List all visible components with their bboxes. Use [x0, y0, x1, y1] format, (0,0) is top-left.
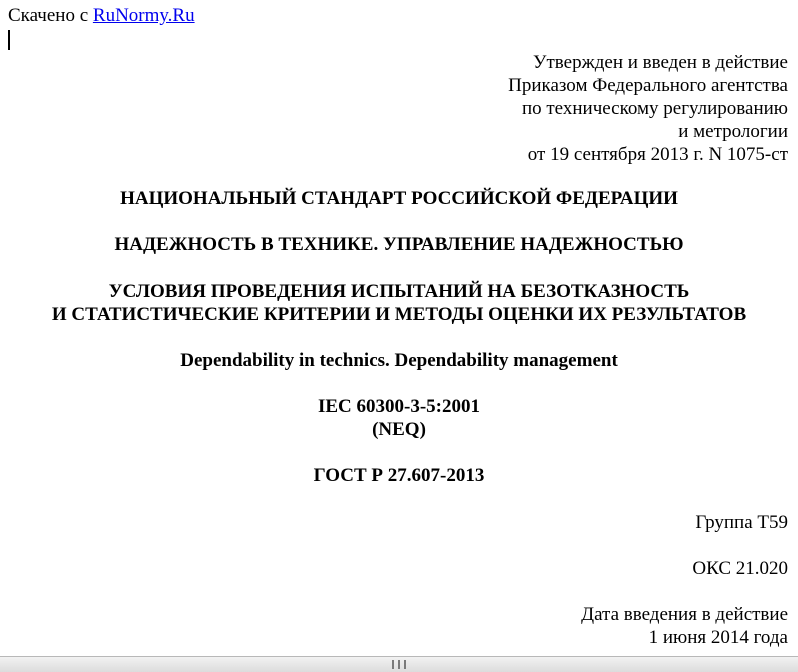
- approval-line: от 19 сентября 2013 г. N 1075-ст: [527, 144, 788, 165]
- english-title: Dependability in technics. Dependability management: [180, 350, 618, 371]
- horizontal-scrollbar[interactable]: [0, 656, 798, 672]
- main-title-line-2: И СТАТИСТИЧЕСКИЕ КРИТЕРИИ И МЕТОДЫ ОЦЕНКИ ИХ РЕЗУЛЬТАТОВ: [51, 304, 747, 325]
- approval-line: по техническому регулированию: [521, 98, 788, 119]
- main-title-line-1: УСЛОВИЯ ПРОВЕДЕНИЯ ИСПЫТАНИЙ НА БЕЗОТКАЗНОСТЬ: [108, 281, 690, 302]
- text-cursor: [8, 30, 10, 50]
- grip-lines-icon[interactable]: [392, 660, 406, 669]
- national-standard-title: НАЦИОНАЛЬНЫЙ СТАНДАРТ РОССИЙСКОЙ ФЕДЕРАЦИИ: [120, 188, 678, 209]
- iec-reference: [0, 395, 798, 441]
- oks-code: ОКС 21.020: [692, 558, 788, 579]
- iec-number: IEC 60300-3-5:2001: [317, 396, 481, 417]
- effective-date-value: 1 июня 2014 года: [648, 627, 788, 648]
- series-title: НАДЕЖНОСТЬ В ТЕХНИКЕ. УПРАВЛЕНИЕ НАДЕЖНОСТЬЮ: [114, 234, 684, 255]
- iec-equivalence: (NEQ): [372, 419, 426, 440]
- gost-heading: [0, 464, 798, 487]
- main-heading: [0, 280, 798, 326]
- gost-number: ГОСТ Р 27.607-2013: [313, 465, 485, 486]
- effective-date-label: Дата введения в действие: [581, 604, 788, 625]
- english-heading: [0, 349, 798, 372]
- series-heading: [0, 233, 798, 256]
- source-prefix: Скачено с: [8, 5, 89, 26]
- source-line: [8, 5, 195, 27]
- approval-block: [508, 51, 788, 166]
- approval-line: и метрологии: [678, 121, 788, 142]
- source-link[interactable]: RuNormy.Ru: [92, 5, 195, 26]
- approval-line: Приказом Федерального агентства: [508, 75, 788, 96]
- national-standard-heading: [0, 187, 798, 210]
- group-code: Группа Т59: [695, 512, 788, 533]
- approval-line: Утвержден и введен в действие: [533, 52, 788, 73]
